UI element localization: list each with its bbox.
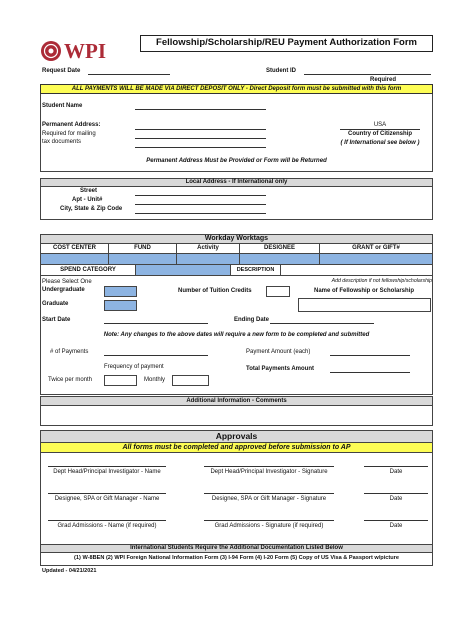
fellowship-name-input[interactable] — [298, 298, 431, 312]
wpi-logo-text: WPI — [64, 39, 106, 63]
worktags-header: Workday Worktags — [204, 235, 269, 242]
payment-amount-field[interactable] — [330, 355, 410, 356]
additional-info-header: Additional Information - Comments — [186, 398, 287, 404]
direct-deposit-notice-bar — [40, 84, 433, 94]
tax-documents-label: tax documents — [42, 139, 82, 145]
approval-1-name-field[interactable] — [48, 466, 166, 467]
approval-1-signature-field[interactable] — [204, 466, 334, 467]
start-date-field[interactable] — [104, 323, 208, 324]
wpi-logo — [40, 39, 106, 63]
spend-category-label: SPEND CATEGORY — [41, 265, 136, 275]
additional-info-header-bar — [41, 397, 432, 406]
approval-3-signature-label: Grad Admissions - Signature (if required) — [214, 523, 324, 529]
twice-per-month-label: Twice per month — [48, 377, 93, 383]
approval-2-name-field[interactable] — [48, 493, 166, 494]
direct-deposit-notice: ALL PAYMENTS WILL BE MADE VIA DIRECT DEPOSIT ONLY - Direct Deposit form must be submitted with this form — [71, 86, 402, 92]
monthly-checkbox[interactable] — [172, 375, 209, 386]
worktag-columns-row — [41, 244, 432, 254]
approval-3-date-label: Date — [389, 523, 403, 529]
updated-label: Updated - 04/21/2021 — [42, 568, 97, 574]
city-label: City, State & Zip Code — [60, 206, 123, 212]
required-mailing-label: Required for mailing — [42, 131, 96, 137]
undergraduate-checkbox[interactable] — [104, 286, 137, 297]
spend-category-row — [41, 265, 432, 275]
column-fund: FUND — [109, 244, 177, 253]
num-payments-label: # of Payments — [50, 349, 89, 355]
student-name-label: Student Name — [42, 103, 83, 109]
additional-info-input[interactable] — [41, 407, 432, 425]
start-date-label: Start Date — [42, 317, 71, 323]
intl-header: International Students Require the Additional Documentation Listed Below — [130, 545, 343, 551]
add-description-note: Add description if not fellowship/scholarship — [331, 278, 432, 284]
permanent-address-note: Permanent Address Must be Provided or Form will be Returned — [146, 158, 327, 164]
wpi-seal-icon — [40, 40, 62, 62]
approvals-notice-bar — [41, 443, 432, 453]
column-activity: Activity — [177, 244, 240, 253]
total-payments-label: Total Payments Amount — [246, 366, 315, 372]
apt-label: Apt - Unit# — [72, 197, 103, 203]
approval-3-signature-field[interactable] — [204, 520, 334, 521]
local-address-header-bar — [41, 179, 432, 187]
permanent-address-field-1[interactable] — [135, 129, 266, 130]
description-label: DESCRIPTION — [231, 265, 281, 275]
ending-date-field[interactable] — [270, 323, 374, 324]
permanent-address-field-3[interactable] — [135, 147, 266, 148]
street-label: Street — [80, 188, 98, 194]
approval-1-date-label: Date — [389, 469, 403, 475]
tuition-credits-label: Number of Tuition Credits — [178, 288, 252, 294]
intl-docs: (1) W-8BEN (2) WPI Foreign National Information Form (3) I-94 Form (4) I-20 Form (5) Copy of US Visa & Passport w/picture — [74, 555, 399, 561]
form-title-box — [140, 35, 433, 52]
country-label: Country of Citizenship — [348, 131, 412, 137]
approval-1-name-label: Dept Head/Principal Investigator - Name — [53, 469, 161, 475]
activity-input[interactable] — [177, 254, 240, 264]
approvals-notice: All forms must be completed and approved before submission to AP — [122, 444, 351, 451]
form-title: Fellowship/Scholarship/REU Payment Authorization Form — [156, 37, 417, 48]
column-grant-gift: GRANT or GIFT# — [352, 245, 400, 251]
frequency-label: Frequency of payment — [104, 364, 164, 370]
street-field[interactable] — [135, 195, 266, 196]
city-field[interactable] — [135, 213, 266, 214]
description-input[interactable] — [281, 265, 432, 275]
request-date-label: Request Date — [42, 68, 81, 74]
ending-date-label: Ending Date — [234, 317, 270, 323]
twice-per-month-checkbox[interactable] — [104, 375, 137, 386]
num-payments-field[interactable] — [104, 355, 208, 356]
request-date-field[interactable] — [88, 74, 170, 75]
approval-3-name-field[interactable] — [48, 520, 166, 521]
student-name-field[interactable] — [135, 109, 266, 110]
total-payments-field[interactable] — [330, 372, 410, 373]
approval-2-name-label: Designee, SPA or Gift Manager - Name — [54, 496, 160, 502]
cost-center-input[interactable] — [41, 254, 109, 264]
country-field — [340, 129, 420, 130]
approval-2-date-label: Date — [389, 496, 403, 502]
approvals-header-bar — [41, 431, 432, 443]
monthly-label: Monthly — [144, 377, 166, 383]
graduate-label: Graduate — [42, 301, 69, 307]
approval-2-signature-label: Designee, SPA or Gift Manager - Signature — [211, 496, 327, 502]
approval-3-name-label: Grad Admissions - Name (if required) — [57, 523, 157, 529]
fellowship-name-label: Name of Fellowship or Scholarship — [314, 288, 415, 294]
local-address-header: Local Address - If International only — [185, 179, 288, 185]
please-select-label: Please Select One — [42, 279, 92, 285]
worktags-header-bar — [41, 235, 432, 244]
student-id-field[interactable] — [304, 74, 431, 75]
student-id-label: Student ID — [266, 68, 296, 74]
graduate-checkbox[interactable] — [104, 300, 137, 311]
tuition-credits-input[interactable] — [266, 286, 290, 297]
country-value[interactable]: USA — [373, 122, 387, 128]
column-designee: DESIGNEE — [240, 244, 320, 253]
required-label: Required — [370, 77, 397, 83]
approval-1-date-field[interactable] — [364, 466, 428, 467]
permanent-address-label: Permanent Address: — [42, 122, 101, 128]
spend-category-input[interactable] — [136, 265, 231, 275]
approval-2-signature-field[interactable] — [204, 493, 334, 494]
permanent-address-field-2[interactable] — [135, 138, 266, 139]
approval-2-date-field[interactable] — [364, 493, 428, 494]
grant-gift-input[interactable] — [320, 254, 432, 264]
approval-3-date-field[interactable] — [364, 520, 428, 521]
apt-field[interactable] — [135, 204, 266, 205]
approvals-header: Approvals — [215, 431, 258, 441]
fund-input[interactable] — [109, 254, 177, 264]
country-note: ( If International see below ) — [340, 140, 420, 146]
worktag-input-row[interactable] — [41, 254, 432, 265]
changes-note: Note: Any changes to the above dates will require a new form to be completed and submitted — [103, 332, 370, 338]
column-cost-center: COST CENTER — [41, 244, 109, 253]
designee-input[interactable] — [240, 254, 320, 264]
approval-1-signature-label: Dept Head/Principal Investigator - Signature — [210, 469, 328, 475]
undergraduate-label: Undergraduate — [42, 287, 85, 293]
intl-header-bar — [41, 544, 432, 553]
payment-amount-label: Payment Amount (each) — [246, 349, 311, 355]
